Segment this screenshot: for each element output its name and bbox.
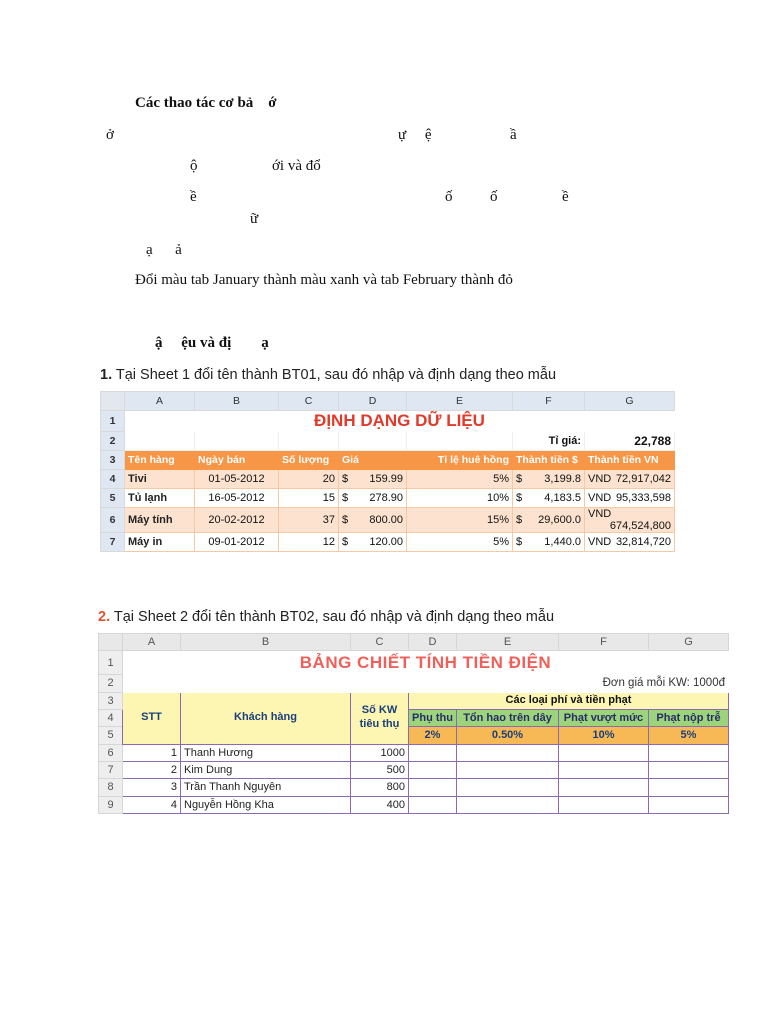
stt-cell[interactable]: 2 — [123, 761, 181, 778]
table-row — [99, 675, 729, 692]
column-header-f[interactable]: F — [513, 392, 585, 411]
column-header-d[interactable]: D — [409, 634, 457, 651]
sheet2-caption — [98, 609, 554, 625]
caption-number: 2. — [98, 609, 111, 625]
sheet-title[interactable]: ĐỊNH DẠNG DỮ LIỆU — [125, 411, 675, 432]
sheet2-table — [98, 633, 729, 814]
stt-cell[interactable]: 3 — [123, 779, 181, 796]
price-cell[interactable] — [339, 508, 407, 533]
usd-value: 29,600.0 — [538, 514, 581, 526]
currency-symbol: $ — [516, 514, 523, 526]
cell[interactable] — [409, 744, 457, 761]
product-cell[interactable]: Tủ lạnh — [125, 489, 195, 508]
cell[interactable] — [559, 761, 649, 778]
vnd-value: 72,917,042 — [615, 473, 671, 485]
header-cell[interactable]: Số lượng — [279, 451, 339, 470]
table-row — [99, 744, 729, 761]
cell[interactable] — [125, 432, 195, 451]
kw-cell[interactable]: 500 — [351, 761, 409, 778]
usd-cell[interactable] — [513, 470, 585, 489]
text-fragment: ố — [490, 189, 498, 205]
price-value: 159.99 — [369, 473, 403, 485]
row-header[interactable]: 6 — [99, 744, 123, 761]
cell[interactable] — [649, 779, 729, 796]
customer-cell[interactable]: Kim Dung — [181, 761, 351, 778]
text-fragment: ạ ả — [146, 242, 182, 258]
table-row — [101, 432, 675, 451]
cell[interactable] — [457, 779, 559, 796]
quantity-cell[interactable]: 15 — [279, 489, 339, 508]
currency-symbol: $ — [516, 473, 523, 485]
row-header[interactable]: 4 — [99, 709, 123, 726]
text-fragment: ầ — [510, 127, 517, 143]
select-all-corner[interactable] — [99, 634, 123, 651]
subheader-cell[interactable]: Phạt nộp trễ — [649, 709, 729, 726]
column-header-c[interactable]: C — [279, 392, 339, 411]
column-header-b[interactable]: B — [195, 392, 279, 411]
cell[interactable] — [457, 744, 559, 761]
row-header[interactable]: 6 — [101, 508, 125, 533]
kw-cell[interactable]: 800 — [351, 779, 409, 796]
quantity-cell[interactable]: 37 — [279, 508, 339, 533]
quantity-cell[interactable]: 12 — [279, 533, 339, 552]
header-kw[interactable]: Số KW tiêu thụ — [351, 692, 409, 744]
unit-price-note[interactable]: Đơn giá mỗi KW: 1000đ — [123, 675, 729, 692]
table-row — [99, 796, 729, 813]
subheader-cell[interactable]: Phạt vượt mức — [559, 709, 649, 726]
price-cell[interactable] — [339, 489, 407, 508]
text-fragment: ề — [190, 189, 197, 205]
commission-cell[interactable]: 5% — [407, 533, 513, 552]
header-customer[interactable]: Khách hàng — [181, 692, 351, 744]
price-value: 278.90 — [369, 492, 403, 504]
vnd-value: 32,814,720 — [615, 536, 671, 548]
table-row — [101, 470, 675, 489]
header-row — [101, 451, 675, 470]
cell[interactable] — [279, 432, 339, 451]
row-header[interactable]: 5 — [99, 727, 123, 744]
stt-cell[interactable]: 4 — [123, 796, 181, 813]
row-header[interactable]: 4 — [101, 470, 125, 489]
rate-label[interactable]: Tỉ giá: — [513, 432, 585, 451]
section-heading-2: ậ ệu và đị ạ — [155, 335, 269, 351]
price-value: 800.00 — [369, 514, 403, 526]
cell[interactable] — [409, 779, 457, 796]
vnd-label: VND — [588, 536, 612, 548]
cell[interactable] — [559, 744, 649, 761]
row-header[interactable]: 3 — [99, 692, 123, 709]
row-header[interactable]: 3 — [101, 451, 125, 470]
section-heading: Các thao tác cơ bả ớ — [135, 95, 277, 111]
cell[interactable] — [195, 432, 279, 451]
percent-cell[interactable]: 2% — [409, 727, 457, 744]
kw-cell[interactable]: 1000 — [351, 744, 409, 761]
row-header[interactable]: 2 — [99, 675, 123, 692]
quantity-cell[interactable]: 20 — [279, 470, 339, 489]
caption-number: 1. — [100, 367, 113, 383]
sheet1-caption — [100, 367, 556, 383]
column-header-f[interactable]: F — [559, 634, 649, 651]
date-cell[interactable]: 16-05-2012 — [195, 489, 279, 508]
table-row — [99, 651, 729, 675]
table-row — [101, 411, 675, 432]
subheader-cell[interactable]: Phụ thu — [409, 709, 457, 726]
usd-value: 3,199.8 — [544, 473, 581, 485]
commission-cell[interactable]: 10% — [407, 489, 513, 508]
column-header-a[interactable]: A — [123, 634, 181, 651]
vnd-value: 674,524,800 — [609, 520, 671, 532]
cell[interactable] — [457, 796, 559, 813]
vnd-label: VND — [588, 492, 612, 504]
usd-cell[interactable] — [513, 508, 585, 533]
price-cell[interactable] — [339, 470, 407, 489]
row-header[interactable]: 1 — [101, 411, 125, 432]
date-cell[interactable]: 01-05-2012 — [195, 470, 279, 489]
header-cell[interactable]: Ngày bán — [195, 451, 279, 470]
row-header[interactable]: 9 — [99, 796, 123, 813]
text-fragment: ộ — [190, 158, 198, 174]
text-fragment: ố — [445, 189, 453, 205]
percent-cell[interactable]: 0.50% — [457, 727, 559, 744]
kw-cell[interactable]: 400 — [351, 796, 409, 813]
currency-symbol: $ — [342, 514, 349, 526]
instruction-text: Đổi màu tab January thành màu xanh và tab February thành đỏ — [135, 272, 513, 288]
table-row — [101, 489, 675, 508]
date-cell[interactable]: 09-01-2012 — [195, 533, 279, 552]
percent-cell[interactable]: 10% — [559, 727, 649, 744]
cell[interactable] — [559, 796, 649, 813]
product-cell[interactable]: Máy tính — [125, 508, 195, 533]
header-cell[interactable]: Tỉ lệ huê hồng — [407, 451, 513, 470]
usd-cell[interactable] — [513, 489, 585, 508]
column-header-g[interactable]: G — [585, 392, 675, 411]
select-all-corner[interactable] — [101, 392, 125, 411]
vnd-label: VND — [588, 508, 612, 520]
cell[interactable] — [457, 761, 559, 778]
usd-cell[interactable] — [513, 533, 585, 552]
text-fragment: ới và đổ — [272, 158, 321, 174]
usd-value: 1,440.0 — [544, 536, 581, 548]
vnd-value: 95,333,598 — [615, 492, 671, 504]
text-fragment: ở — [106, 127, 114, 143]
caption-text: Tại Sheet 2 đổi tên thành BT02, sau đó nhập và định dạng theo mẫu — [110, 609, 555, 625]
commission-cell[interactable]: 15% — [407, 508, 513, 533]
stt-cell[interactable]: 1 — [123, 744, 181, 761]
customer-cell[interactable]: Nguyễn Hồng Kha — [181, 796, 351, 813]
price-value: 120.00 — [369, 536, 403, 548]
cell[interactable] — [649, 761, 729, 778]
vnd-label: VND — [588, 473, 612, 485]
customer-cell[interactable]: Thanh Hương — [181, 744, 351, 761]
table-row — [101, 533, 675, 552]
commission-cell[interactable]: 5% — [407, 470, 513, 489]
header-cell[interactable]: Thành tiền VN — [585, 451, 675, 470]
row-header[interactable]: 7 — [101, 533, 125, 552]
cell[interactable] — [409, 761, 457, 778]
row-header[interactable]: 1 — [99, 651, 123, 675]
header-row — [99, 692, 729, 709]
header-cell[interactable]: Tên hàng — [125, 451, 195, 470]
caption-text: Tại Sheet 1 đổi tên thành BT01, sau đó nhập và định dạng theo mẫu — [112, 367, 557, 383]
product-cell[interactable]: Tivi — [125, 470, 195, 489]
date-cell[interactable]: 20-02-2012 — [195, 508, 279, 533]
cell[interactable] — [559, 779, 649, 796]
rate-value[interactable]: 22,788 — [585, 432, 675, 451]
text-fragment: ề — [562, 189, 569, 205]
header-stt[interactable]: STT — [123, 692, 181, 744]
currency-symbol: $ — [342, 492, 349, 504]
column-header-e[interactable]: E — [407, 392, 513, 411]
text-fragment: ữ — [250, 211, 259, 227]
currency-symbol: $ — [516, 536, 523, 548]
column-header-g[interactable]: G — [649, 634, 729, 651]
column-header-b[interactable]: B — [181, 634, 351, 651]
cell[interactable] — [339, 432, 407, 451]
header-cell[interactable]: Giá — [339, 451, 407, 470]
column-header-row — [101, 392, 675, 411]
column-header-row — [99, 634, 729, 651]
header-fees-group[interactable]: Các loại phí và tiền phạt — [409, 692, 729, 709]
column-header-c[interactable]: C — [351, 634, 409, 651]
column-header-d[interactable]: D — [339, 392, 407, 411]
table-row — [101, 508, 675, 533]
subheader-cell[interactable]: Tổn hao trên dây — [457, 709, 559, 726]
cell[interactable] — [409, 796, 457, 813]
sheet-title[interactable]: BẢNG CHIẾT TÍNH TIỀN ĐIỆN — [123, 651, 729, 675]
column-header-e[interactable]: E — [457, 634, 559, 651]
customer-cell[interactable]: Trần Thanh Nguyên — [181, 779, 351, 796]
cell[interactable] — [649, 744, 729, 761]
text-fragment: ự ệ — [398, 127, 432, 143]
vnd-cell[interactable] — [585, 533, 675, 552]
row-header[interactable]: 2 — [101, 432, 125, 451]
vnd-cell[interactable] — [585, 470, 675, 489]
column-header-a[interactable]: A — [125, 392, 195, 411]
vnd-cell[interactable] — [585, 489, 675, 508]
header-cell[interactable]: Thành tiền $ — [513, 451, 585, 470]
sheet1-table — [100, 391, 675, 552]
currency-symbol: $ — [342, 473, 349, 485]
percent-cell[interactable]: 5% — [649, 727, 729, 744]
currency-symbol: $ — [516, 492, 523, 504]
product-cell[interactable]: Máy in — [125, 533, 195, 552]
vnd-cell[interactable] — [585, 508, 675, 533]
price-cell[interactable] — [339, 533, 407, 552]
usd-value: 4,183.5 — [544, 492, 581, 504]
row-header[interactable]: 5 — [101, 489, 125, 508]
cell[interactable] — [649, 796, 729, 813]
currency-symbol: $ — [342, 536, 349, 548]
table-row — [99, 779, 729, 796]
row-header[interactable]: 7 — [99, 761, 123, 778]
table-row — [99, 761, 729, 778]
cell[interactable] — [407, 432, 513, 451]
row-header[interactable]: 8 — [99, 779, 123, 796]
